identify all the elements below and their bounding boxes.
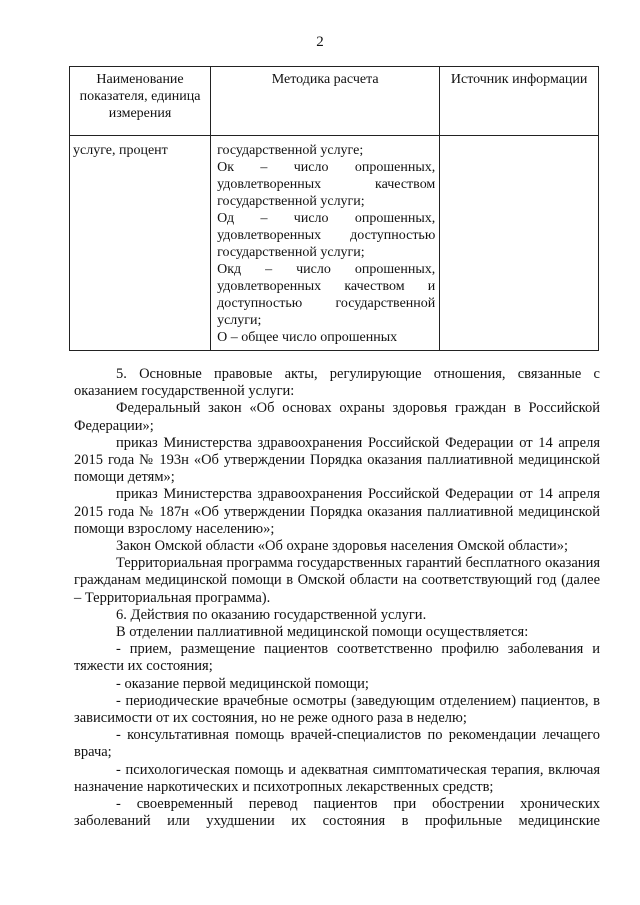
page-number: 2 <box>316 34 324 50</box>
method-line: О – общее число опрошенных <box>217 330 398 345</box>
term-word: опрошенных, <box>354 262 436 277</box>
term-word: число <box>296 262 331 277</box>
term-dash: – <box>260 160 268 175</box>
paragraph: приказ Министерства здравоохранения Российской Федерации от 14 апреля 2015 года № 187н «Об утверждении Порядка оказания паллиативной медицинской помощи взрослому населению»; <box>74 486 600 537</box>
list-item: - консультативная помощь врачей-специалистов по рекомендации лечащего врача; <box>74 727 600 761</box>
term-word: опрошенных, <box>354 160 436 175</box>
table-row <box>70 136 599 351</box>
method-term-ok <box>217 159 435 176</box>
list-item: - психологическая помощь и адекватная симптоматическая терапия, включая назначение наркотических и психотропных лекарственных средств; <box>74 761 600 795</box>
method-term-od-desc: удовлетворенных доступностью государственной услуги; <box>217 228 436 260</box>
term-word: опрошенных, <box>354 211 436 226</box>
indicator-name-cell: услуге, процент <box>70 136 211 351</box>
paragraph: Федеральный закон «Об основах охраны здоровья граждан в Российской Федерации»; <box>74 400 600 434</box>
list-item: - своевременный перевод пациентов при обострении хронических заболеваний или ухудшении их состояния в профильные медицинские <box>74 796 600 830</box>
paragraph: Закон Омской области «Об охране здоровья населения Омской области»; <box>116 538 568 555</box>
list-item: - периодические врачебные осмотры (заведующим отделением) пациентов, в зависимости от их состояния, но не реже одного раза в неделю; <box>74 692 600 727</box>
method-term-ok-desc: удовлетворенных качеством государственной услуги; <box>217 177 436 209</box>
list-item: - оказание первой медицинской помощи; <box>116 675 369 692</box>
term-symbol: Ок <box>217 160 234 175</box>
term-word: число <box>293 211 329 226</box>
term-symbol: Окд <box>217 262 242 277</box>
paragraph: В отделении паллиативной медицинской помощи осуществляется: <box>116 624 529 641</box>
term-word: число <box>293 160 329 175</box>
paragraph: 6. Действия по оказанию государственной услуги. <box>116 606 427 623</box>
method-term-okd <box>217 261 435 278</box>
method-line: государственной услуге; <box>217 143 364 158</box>
method-term-od <box>217 210 435 227</box>
table-header-row <box>70 67 599 136</box>
paragraph: 5. Основные правовые акты, регулирующие отношения, связанные с оказанием государственной услуги: <box>74 366 600 400</box>
header-information-source: Источник информации <box>440 67 599 136</box>
information-source-cell <box>440 136 599 351</box>
paragraph: приказ Министерства здравоохранения Российской Федерации от 14 апреля 2015 года № 193н «Об утверждении Порядка оказания паллиативной медицинской помощи детям»; <box>74 434 600 486</box>
document-body <box>74 366 600 830</box>
term-dash: – <box>260 211 268 226</box>
indicator-table <box>69 66 599 351</box>
term-dash: – <box>265 262 273 277</box>
list-item: - прием, размещение пациентов соответственно профилю заболевания и тяжести их состояния; <box>74 641 600 675</box>
header-calculation-method: Методика расчета <box>211 67 440 136</box>
calculation-method-cell <box>211 136 440 351</box>
header-indicator-name: Наименование показателя, единица измерения <box>70 67 211 136</box>
term-symbol: Од <box>217 211 235 226</box>
paragraph: Территориальная программа государственных гарантий бесплатного оказания гражданам медицинской помощи в Омской области на соответствующий год (далее – Территориальная программа). <box>74 555 600 606</box>
method-term-okd-desc: удовлетворенных качеством и доступностью государственной услуги; <box>217 279 436 328</box>
